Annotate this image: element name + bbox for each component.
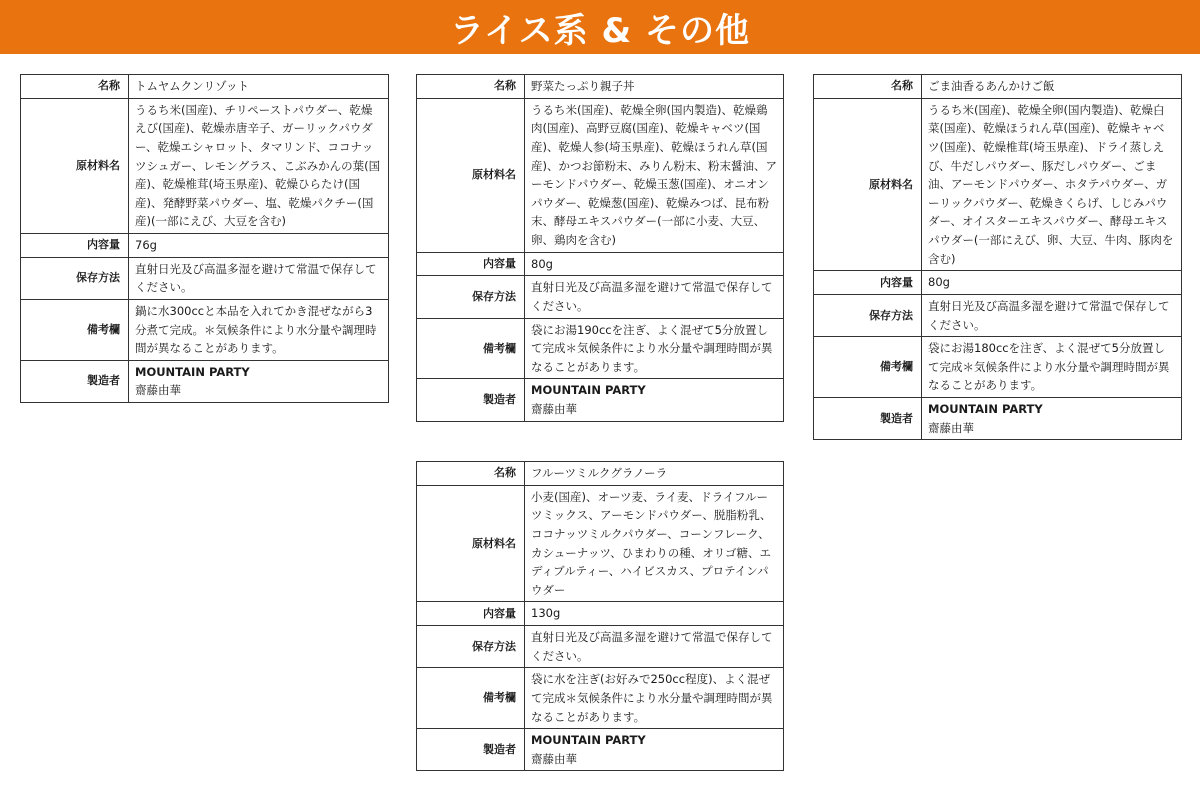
notes-label: 備考欄 [417, 668, 525, 729]
manufacturer-company: MOUNTAIN PARTY [928, 402, 1043, 416]
content-label: 内容量 [814, 271, 922, 295]
manufacturer-label: 製造者 [814, 398, 922, 440]
manufacturer-value [922, 398, 1182, 440]
manufacturer-row [814, 398, 1182, 440]
storage-label: 保存方法 [21, 257, 129, 299]
name-row [814, 75, 1182, 99]
notes-label: 備考欄 [417, 318, 525, 379]
content-label: 内容量 [417, 602, 525, 626]
name-label: 名称 [21, 75, 129, 99]
ingredients-row [417, 98, 784, 252]
content-row [21, 234, 389, 258]
manufacturer-person: 齋藤由華 [531, 751, 577, 766]
ingredients-value: うるち米(国産)、乾燥全卵(国内製造)、乾燥鶏肉(国産)、高野豆腐(国産)、乾燥キャベツ(国産)、乾燥人参(埼玉県産)、乾燥ほうれん草(国産)、かつお節粉末、みりん粉末、粉末醤油、アーモンドパウダー、乾燥玉葱(国産)、オニオンパウダー、乾燥葱(国産)、乾燥みつば、昆布粉末、酵母エキスパウダー(一部に小麦、大豆、卵、鶏肉を含む) [525, 98, 784, 252]
ingredients-row [814, 98, 1182, 271]
storage-label: 保存方法 [417, 626, 525, 668]
manufacturer-label: 製造者 [417, 379, 525, 421]
content-row [417, 602, 784, 626]
name-label: 名称 [417, 462, 525, 486]
name-row [417, 462, 784, 486]
storage-label: 保存方法 [417, 276, 525, 318]
notes-row [417, 318, 784, 379]
manufacturer-row [417, 729, 784, 771]
storage-label: 保存方法 [814, 294, 922, 336]
manufacturer-person: 齋藤由華 [531, 402, 577, 416]
notes-row [21, 299, 389, 360]
product-table-granola [416, 461, 784, 771]
product-table-oyakodon [416, 74, 784, 422]
manufacturer-company: MOUNTAIN PARTY [135, 364, 250, 379]
manufacturer-value [525, 729, 784, 771]
name-value: ごま油香るあんかけご飯 [922, 75, 1182, 99]
header-banner [0, 0, 1200, 54]
content-row [814, 271, 1182, 295]
notes-value: 袋に水を注ぎ(お好みで250cc程度)、よく混ぜて完成＊気候条件により水分量や調理時間が異なることがあります。 [525, 668, 784, 729]
manufacturer-person: 齋藤由華 [928, 420, 974, 435]
content-value: 80g [922, 271, 1182, 295]
notes-label: 備考欄 [814, 337, 922, 398]
notes-label: 備考欄 [21, 299, 129, 360]
storage-value: 直射日光及び高温多湿を避けて常温で保存してください。 [922, 294, 1182, 336]
notes-row [814, 337, 1182, 398]
storage-value: 直射日光及び高温多湿を避けて常温で保存してください。 [525, 276, 784, 318]
manufacturer-company: MOUNTAIN PARTY [531, 383, 646, 398]
content-row [417, 252, 784, 276]
ingredients-value: うるち米(国産)、乾燥全卵(国内製造)、乾燥白菜(国産)、乾燥ほうれん草(国産)、乾燥キャベツ(国産)、乾燥椎茸(埼玉県産)、ドライ蒸しえび、牛だしパウダー、豚だしパウダー、ごま油、アーモンドパウダー、ホタテパウダー、ガーリックパウダー、乾燥きくらげ、しじみパウダー、オイスターエキスパウダー、酵母エキスパウダー(一部にえび、卵、大豆、牛肉、豚肉を含む) [922, 98, 1182, 271]
manufacturer-label: 製造者 [417, 729, 525, 771]
ingredients-label: 原材料名 [417, 98, 525, 252]
manufacturer-value [129, 360, 389, 402]
page-title: ライス系 & その他 [450, 10, 750, 51]
ingredients-value: 小麦(国産)、オーツ麦、ライ麦、ドライフルーツミックス、アーモンドパウダー、脱脂粉乳、ココナッツミルクパウダー、コーンフレーク、カシューナッツ、ひまわりの種、オリゴ糖、エディブルティー、ハイビスカス、プロテインパウダー [525, 485, 784, 602]
name-row [21, 75, 389, 99]
name-value: フルーツミルクグラノーラ [525, 462, 784, 486]
storage-value: 直射日光及び高温多湿を避けて常温で保存してください。 [525, 626, 784, 668]
name-row [417, 75, 784, 99]
manufacturer-row [417, 379, 784, 421]
storage-row [417, 276, 784, 318]
ingredients-label: 原材料名 [814, 98, 922, 271]
name-label: 名称 [417, 75, 525, 99]
content-label: 内容量 [417, 252, 525, 276]
notes-value: 袋にお湯190ccを注ぎ、よく混ぜて5分放置して完成＊気候条件により水分量や調理時間が異なることがあります。 [525, 318, 784, 379]
storage-row [417, 626, 784, 668]
name-value: 野菜たっぷり親子丼 [525, 75, 784, 99]
notes-value: 鍋に水300ccと本品を入れてかき混ぜながら3分煮て完成。＊気候条件により水分量や調理時間が異なることがあります。 [129, 299, 389, 360]
storage-row [21, 257, 389, 299]
ingredients-label: 原材料名 [417, 485, 525, 602]
product-table-tomyum-risotto [20, 74, 389, 403]
name-value: トムヤムクンリゾット [129, 75, 389, 99]
ingredients-label: 原材料名 [21, 98, 129, 233]
content-value: 80g [525, 252, 784, 276]
notes-row [417, 668, 784, 729]
manufacturer-value [525, 379, 784, 421]
ingredients-row [417, 485, 784, 602]
manufacturer-person: 齋藤由華 [135, 383, 181, 398]
content-value: 76g [129, 234, 389, 258]
name-label: 名称 [814, 75, 922, 99]
ingredients-row [21, 98, 389, 233]
product-table-ankake-rice [813, 74, 1182, 440]
notes-value: 袋にお湯180ccを注ぎ、よく混ぜて5分放置して完成＊気候条件により水分量や調理時間が異なることがあります。 [922, 337, 1182, 398]
ingredients-value: うるち米(国産)、チリペーストパウダー、乾燥えび(国産)、乾燥赤唐辛子、ガーリックパウダー、乾燥エシャロット、タマリンド、ココナッツシュガー、レモングラス、こぶみかんの葉(国産)、乾燥椎茸(埼玉県産)、乾燥ひらたけ(国産)、発酵野菜パウダー、塩、乾燥パクチー(国産)(一部にえび、大豆を含む) [129, 98, 389, 233]
manufacturer-label: 製造者 [21, 360, 129, 402]
storage-value: 直射日光及び高温多湿を避けて常温で保存してください。 [129, 257, 389, 299]
content-value: 130g [525, 602, 784, 626]
manufacturer-company: MOUNTAIN PARTY [531, 733, 646, 748]
content-label: 内容量 [21, 234, 129, 258]
manufacturer-row [21, 360, 389, 402]
storage-row [814, 294, 1182, 336]
